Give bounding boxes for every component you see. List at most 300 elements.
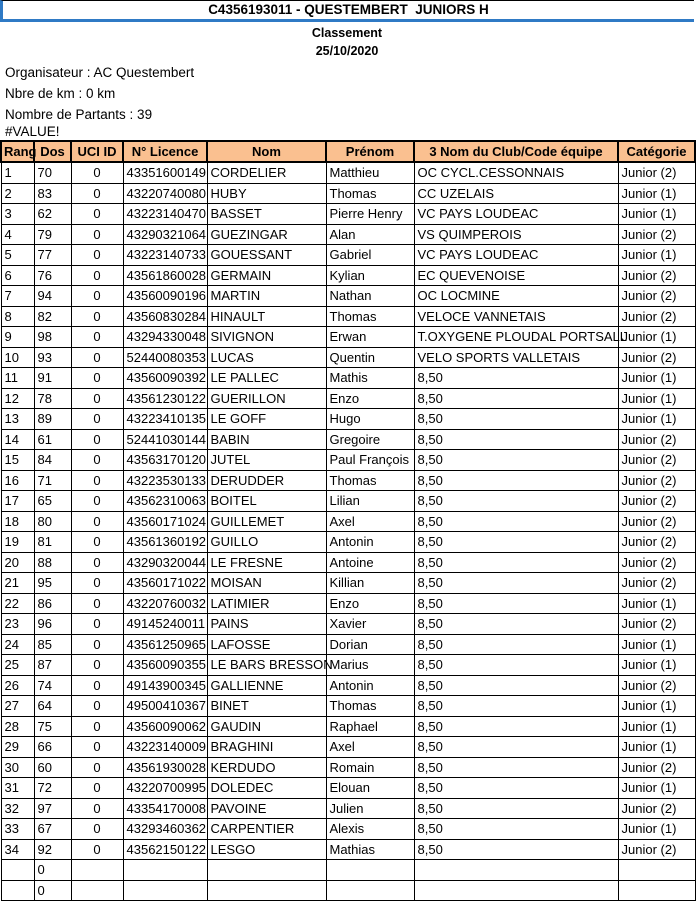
cell-categorie: Junior (2) — [618, 347, 695, 368]
cell-licence: 43223140470 — [123, 204, 207, 225]
cell-dos: 67 — [34, 819, 71, 840]
cell-nom: GUILLEMET — [207, 511, 326, 532]
cell-prenom: Paul François — [326, 450, 414, 471]
cell-categorie: Junior (1) — [618, 716, 695, 737]
cell-dos: 61 — [34, 429, 71, 450]
cell-licence: 43560090196 — [123, 286, 207, 307]
cell-licence: 43560171022 — [123, 573, 207, 594]
table-row — [1, 470, 695, 491]
cell-licence: 43220700995 — [123, 778, 207, 799]
cell-categorie: Junior (1) — [618, 593, 695, 614]
cell-club: 8,50 — [414, 655, 618, 676]
cell-prenom: Dorian — [326, 634, 414, 655]
cell-club: 8,50 — [414, 388, 618, 409]
cell-categorie: Junior (2) — [618, 491, 695, 512]
cell-club: VC PAYS LOUDEAC — [414, 245, 618, 266]
cell-uci-id: 0 — [71, 224, 123, 245]
table-row — [1, 614, 695, 635]
cell-categorie: Junior (2) — [618, 429, 695, 450]
cell-prenom: Killian — [326, 573, 414, 594]
cell-rang: 8 — [1, 306, 34, 327]
cell-club: 8,50 — [414, 368, 618, 389]
cell-uci-id: 0 — [71, 593, 123, 614]
cell-nom: LAFOSSE — [207, 634, 326, 655]
cell-categorie: Junior (2) — [618, 450, 695, 471]
cell-licence: 43561250965 — [123, 634, 207, 655]
cell-rang: 28 — [1, 716, 34, 737]
cell-licence: 43561930028 — [123, 757, 207, 778]
cell-prenom: Alan — [326, 224, 414, 245]
table-row — [1, 819, 695, 840]
cell-dos: 83 — [34, 183, 71, 204]
cell-prenom: Xavier — [326, 614, 414, 635]
cell-club: VS QUIMPEROIS — [414, 224, 618, 245]
cell-categorie: Junior (2) — [618, 224, 695, 245]
cell-uci-id: 0 — [71, 183, 123, 204]
cell-nom: JUTEL — [207, 450, 326, 471]
table-row — [1, 429, 695, 450]
cell-licence: 43290320044 — [123, 552, 207, 573]
cell-club: OC LOCMINE — [414, 286, 618, 307]
table-row — [1, 409, 695, 430]
cell-licence: 43351600149 — [123, 162, 207, 183]
cell-club: 8,50 — [414, 450, 618, 471]
cell-uci-id: 0 — [71, 245, 123, 266]
cell-nom: CARPENTIER — [207, 819, 326, 840]
cell-club — [414, 880, 618, 901]
cell-nom: GUERILLON — [207, 388, 326, 409]
cell-nom: LE PALLEC — [207, 368, 326, 389]
cell-club: 8,50 — [414, 839, 618, 860]
cell-categorie: Junior (2) — [618, 265, 695, 286]
cell-prenom: Gabriel — [326, 245, 414, 266]
cell-rang: 19 — [1, 532, 34, 553]
cell-categorie: Junior (1) — [618, 778, 695, 799]
cell-licence: 43561230122 — [123, 388, 207, 409]
cell-dos: 98 — [34, 327, 71, 348]
cell-dos: 89 — [34, 409, 71, 430]
cell-categorie: Junior (2) — [618, 798, 695, 819]
table-row — [1, 532, 695, 553]
cell-prenom: Hugo — [326, 409, 414, 430]
cell-club — [414, 860, 618, 881]
column-header-uci-id: UCI ID — [71, 141, 123, 162]
header-row — [1, 141, 695, 162]
table-row — [1, 860, 695, 881]
table-row — [1, 655, 695, 676]
table-row — [1, 183, 695, 204]
cell-categorie: Junior (1) — [618, 737, 695, 758]
cell-rang: 17 — [1, 491, 34, 512]
cell-club: 8,50 — [414, 491, 618, 512]
cell-uci-id: 0 — [71, 798, 123, 819]
cell-categorie: Junior (1) — [618, 696, 695, 717]
cell-licence: 49500410367 — [123, 696, 207, 717]
cell-uci-id: 0 — [71, 409, 123, 430]
cell-categorie: Junior (2) — [618, 306, 695, 327]
cell-licence: 43560090062 — [123, 716, 207, 737]
cell-nom: LATIMIER — [207, 593, 326, 614]
cell-club: 8,50 — [414, 593, 618, 614]
cell-rang: 27 — [1, 696, 34, 717]
cell-dos: 65 — [34, 491, 71, 512]
cell-rang: 29 — [1, 737, 34, 758]
cell-rang: 25 — [1, 655, 34, 676]
cell-categorie: Junior (2) — [618, 532, 695, 553]
cell-uci-id: 0 — [71, 511, 123, 532]
starters-line: Nombre de Partants : 39 — [5, 107, 153, 122]
cell-nom — [207, 860, 326, 881]
cell-uci-id: 0 — [71, 368, 123, 389]
table-row — [1, 347, 695, 368]
cell-club: 8,50 — [414, 409, 618, 430]
cell-rang: 6 — [1, 265, 34, 286]
cell-club: 8,50 — [414, 757, 618, 778]
cell-nom: MOISAN — [207, 573, 326, 594]
cell-prenom: Antonin — [326, 532, 414, 553]
table-row — [1, 696, 695, 717]
cell-dos: 75 — [34, 716, 71, 737]
table-row — [1, 368, 695, 389]
cell-categorie: Junior (1) — [618, 245, 695, 266]
cell-dos: 86 — [34, 593, 71, 614]
cell-club: T.OXYGENE PLOUDAL PORTSALL — [414, 327, 618, 348]
cell-uci-id: 0 — [71, 532, 123, 553]
cell-club: 8,50 — [414, 716, 618, 737]
cell-nom: GAUDIN — [207, 716, 326, 737]
cell-dos: 91 — [34, 368, 71, 389]
cell-categorie: Junior (1) — [618, 634, 695, 655]
table-row — [1, 593, 695, 614]
cell-nom: BOITEL — [207, 491, 326, 512]
table-row — [1, 573, 695, 594]
cell-licence: 43293460362 — [123, 819, 207, 840]
cell-prenom — [326, 860, 414, 881]
table-row — [1, 491, 695, 512]
cell-club: OC CYCL.CESSONNAIS — [414, 162, 618, 183]
spreadsheet-error-value: #VALUE! — [5, 124, 60, 139]
cell-nom: GUEZINGAR — [207, 224, 326, 245]
cell-licence: 52440080353 — [123, 347, 207, 368]
cell-categorie: Junior (1) — [618, 327, 695, 348]
cell-uci-id: 0 — [71, 470, 123, 491]
cell-uci-id: 0 — [71, 634, 123, 655]
cell-rang: 15 — [1, 450, 34, 471]
cell-rang — [1, 860, 34, 881]
cell-rang: 30 — [1, 757, 34, 778]
cell-nom — [207, 880, 326, 901]
cell-prenom: Alexis — [326, 819, 414, 840]
cell-club: 8,50 — [414, 737, 618, 758]
cell-prenom: Thomas — [326, 696, 414, 717]
cell-categorie: Junior (1) — [618, 368, 695, 389]
cell-nom: PAINS — [207, 614, 326, 635]
cell-categorie: Junior (2) — [618, 757, 695, 778]
cell-nom: GALLIENNE — [207, 675, 326, 696]
cell-prenom: Axel — [326, 737, 414, 758]
cell-dos: 62 — [34, 204, 71, 225]
table-row — [1, 778, 695, 799]
cell-prenom: Erwan — [326, 327, 414, 348]
cell-dos: 70 — [34, 162, 71, 183]
cell-categorie: Junior (2) — [618, 511, 695, 532]
cell-dos: 97 — [34, 798, 71, 819]
cell-uci-id: 0 — [71, 162, 123, 183]
cell-licence: 43223140733 — [123, 245, 207, 266]
table-row — [1, 265, 695, 286]
cell-nom: BINET — [207, 696, 326, 717]
results-table — [0, 140, 696, 901]
cell-club: 8,50 — [414, 798, 618, 819]
table-row — [1, 552, 695, 573]
cell-prenom: Thomas — [326, 306, 414, 327]
table-row — [1, 327, 695, 348]
cell-club: 8,50 — [414, 552, 618, 573]
cell-dos: 82 — [34, 306, 71, 327]
cell-licence: 43561860028 — [123, 265, 207, 286]
cell-prenom: Axel — [326, 511, 414, 532]
cell-licence: 43354170008 — [123, 798, 207, 819]
cell-categorie: Junior (1) — [618, 409, 695, 430]
cell-licence: 43560830284 — [123, 306, 207, 327]
cell-dos: 95 — [34, 573, 71, 594]
cell-prenom: Elouan — [326, 778, 414, 799]
cell-licence: 43220740080 — [123, 183, 207, 204]
cell-licence: 43562150122 — [123, 839, 207, 860]
cell-rang: 22 — [1, 593, 34, 614]
cell-rang: 5 — [1, 245, 34, 266]
cell-dos: 79 — [34, 224, 71, 245]
cell-dos: 71 — [34, 470, 71, 491]
table-row — [1, 839, 695, 860]
cell-dos: 88 — [34, 552, 71, 573]
cell-licence: 43223530133 — [123, 470, 207, 491]
cell-prenom — [326, 880, 414, 901]
cell-categorie: Junior (2) — [618, 552, 695, 573]
cell-prenom: Nathan — [326, 286, 414, 307]
table-row — [1, 224, 695, 245]
cell-rang: 18 — [1, 511, 34, 532]
cell-licence: 43563170120 — [123, 450, 207, 471]
cell-rang: 1 — [1, 162, 34, 183]
cell-nom: HINAULT — [207, 306, 326, 327]
table-row — [1, 388, 695, 409]
cell-club: 8,50 — [414, 819, 618, 840]
table-row — [1, 204, 695, 225]
cell-nom: LE GOFF — [207, 409, 326, 430]
cell-rang: 23 — [1, 614, 34, 635]
cell-nom: DOLEDEC — [207, 778, 326, 799]
cell-rang: 26 — [1, 675, 34, 696]
cell-categorie: Junior (1) — [618, 388, 695, 409]
cell-licence: 43560090355 — [123, 655, 207, 676]
cell-categorie: Junior (2) — [618, 839, 695, 860]
cell-uci-id: 0 — [71, 429, 123, 450]
cell-licence: 43290321064 — [123, 224, 207, 245]
cell-nom: DERUDDER — [207, 470, 326, 491]
cell-rang: 13 — [1, 409, 34, 430]
table-row — [1, 737, 695, 758]
column-header-categorie: Catégorie — [618, 141, 695, 162]
cell-dos: 74 — [34, 675, 71, 696]
table-row — [1, 245, 695, 266]
table-row — [1, 798, 695, 819]
cell-dos: 0 — [34, 880, 71, 901]
cell-categorie: Junior (2) — [618, 470, 695, 491]
cell-prenom: Kylian — [326, 265, 414, 286]
cell-nom: LE FRESNE — [207, 552, 326, 573]
organizer-line: Organisateur : AC Questembert — [5, 65, 195, 80]
cell-dos: 76 — [34, 265, 71, 286]
cell-club: CC UZELAIS — [414, 183, 618, 204]
cell-rang: 11 — [1, 368, 34, 389]
cell-club: 8,50 — [414, 675, 618, 696]
table-row — [1, 162, 695, 183]
cell-rang: 12 — [1, 388, 34, 409]
cell-nom: PAVOINE — [207, 798, 326, 819]
cell-prenom: Gregoire — [326, 429, 414, 450]
cell-rang: 31 — [1, 778, 34, 799]
cell-licence: 52441030144 — [123, 429, 207, 450]
cell-club: EC QUEVENOISE — [414, 265, 618, 286]
cell-categorie: Junior (1) — [618, 204, 695, 225]
cell-categorie: Junior (2) — [618, 573, 695, 594]
table-row — [1, 450, 695, 471]
cell-licence: 43223140009 — [123, 737, 207, 758]
race-date: 25/10/2020 — [315, 44, 379, 58]
cell-categorie: Junior (2) — [618, 162, 695, 183]
cell-club: 8,50 — [414, 573, 618, 594]
cell-nom: KERDUDO — [207, 757, 326, 778]
cell-club: 8,50 — [414, 634, 618, 655]
cell-rang: 10 — [1, 347, 34, 368]
cell-club: VELOCE VANNETAIS — [414, 306, 618, 327]
cell-licence: 43562310063 — [123, 491, 207, 512]
cell-rang: 9 — [1, 327, 34, 348]
table-row — [1, 675, 695, 696]
cell-prenom: Pierre Henry — [326, 204, 414, 225]
cell-prenom: Romain — [326, 757, 414, 778]
cell-dos: 96 — [34, 614, 71, 635]
cell-categorie — [618, 880, 695, 901]
cell-categorie: Junior (2) — [618, 675, 695, 696]
cell-uci-id: 0 — [71, 265, 123, 286]
cell-club: VELO SPORTS VALLETAIS — [414, 347, 618, 368]
cell-nom: LE BARS BRESSON — [207, 655, 326, 676]
cell-categorie: Junior (2) — [618, 286, 695, 307]
results-table-body — [1, 162, 695, 901]
cell-prenom: Enzo — [326, 593, 414, 614]
cell-prenom: Raphael — [326, 716, 414, 737]
cell-prenom: Matthieu — [326, 162, 414, 183]
cell-prenom: Lilian — [326, 491, 414, 512]
cell-uci-id: 0 — [71, 573, 123, 594]
cell-categorie: Junior (2) — [618, 614, 695, 635]
cell-nom: GERMAIN — [207, 265, 326, 286]
cell-nom: MARTIN — [207, 286, 326, 307]
cell-nom: BRAGHINI — [207, 737, 326, 758]
cell-uci-id: 0 — [71, 286, 123, 307]
cell-club: 8,50 — [414, 778, 618, 799]
cell-uci-id: 0 — [71, 204, 123, 225]
cell-licence — [123, 860, 207, 881]
classement-heading: Classement — [311, 26, 383, 40]
cell-prenom: Thomas — [326, 470, 414, 491]
cell-dos: 85 — [34, 634, 71, 655]
cell-rang: 16 — [1, 470, 34, 491]
cell-rang: 33 — [1, 819, 34, 840]
cell-uci-id: 0 — [71, 491, 123, 512]
cell-nom: GUILLO — [207, 532, 326, 553]
cell-dos: 80 — [34, 511, 71, 532]
cell-club: 8,50 — [414, 470, 618, 491]
column-header-licence: N° Licence — [123, 141, 207, 162]
cell-rang: 21 — [1, 573, 34, 594]
cell-prenom: Thomas — [326, 183, 414, 204]
cell-nom: SIVIGNON — [207, 327, 326, 348]
cell-uci-id: 0 — [71, 696, 123, 717]
cell-dos: 81 — [34, 532, 71, 553]
cell-dos: 0 — [34, 860, 71, 881]
column-header-dos: Dos — [34, 141, 71, 162]
cell-rang: 24 — [1, 634, 34, 655]
cell-club: VC PAYS LOUDEAC — [414, 204, 618, 225]
cell-dos: 94 — [34, 286, 71, 307]
cell-club: 8,50 — [414, 511, 618, 532]
cell-categorie: Junior (1) — [618, 183, 695, 204]
cell-nom: LUCAS — [207, 347, 326, 368]
cell-nom: BASSET — [207, 204, 326, 225]
cell-dos: 66 — [34, 737, 71, 758]
results-table-header — [1, 141, 695, 162]
cell-uci-id: 0 — [71, 347, 123, 368]
cell-uci-id: 0 — [71, 388, 123, 409]
cell-licence: 43223410135 — [123, 409, 207, 430]
cell-club: 8,50 — [414, 532, 618, 553]
table-row — [1, 511, 695, 532]
cell-nom: CORDELIER — [207, 162, 326, 183]
table-row — [1, 757, 695, 778]
cell-rang: 3 — [1, 204, 34, 225]
cell-dos: 72 — [34, 778, 71, 799]
cell-nom: GOUESSANT — [207, 245, 326, 266]
cell-categorie — [618, 860, 695, 881]
cell-rang: 2 — [1, 183, 34, 204]
cell-dos: 87 — [34, 655, 71, 676]
cell-uci-id: 0 — [71, 552, 123, 573]
cell-categorie: Junior (1) — [618, 655, 695, 676]
cell-licence: 43220760032 — [123, 593, 207, 614]
cell-club: 8,50 — [414, 614, 618, 635]
cell-categorie: Junior (1) — [618, 819, 695, 840]
cell-prenom: Mathias — [326, 839, 414, 860]
column-header-rang: Rang — [1, 141, 34, 162]
cell-uci-id: 0 — [71, 614, 123, 635]
cell-uci-id — [71, 880, 123, 901]
cell-uci-id — [71, 860, 123, 881]
cell-rang — [1, 880, 34, 901]
cell-uci-id: 0 — [71, 778, 123, 799]
cell-prenom: Antoine — [326, 552, 414, 573]
cell-rang: 14 — [1, 429, 34, 450]
cell-rang: 32 — [1, 798, 34, 819]
cell-licence: 43560090392 — [123, 368, 207, 389]
cell-uci-id: 0 — [71, 737, 123, 758]
cell-licence: 43561360192 — [123, 532, 207, 553]
cell-uci-id: 0 — [71, 757, 123, 778]
cell-licence: 49145240011 — [123, 614, 207, 635]
table-row — [1, 306, 695, 327]
